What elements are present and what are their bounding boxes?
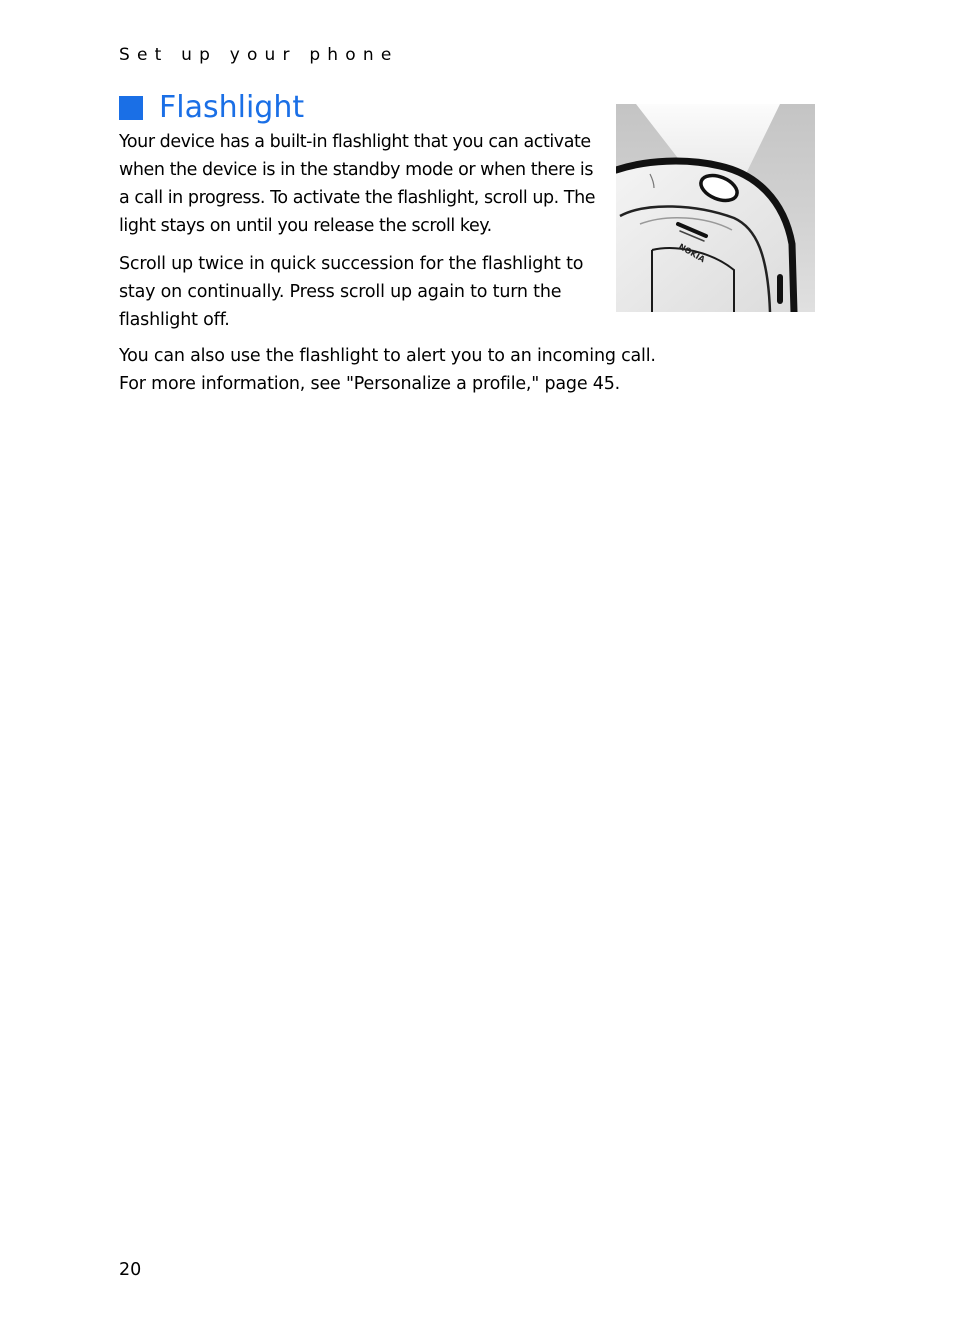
paragraph-line: You can also use the flashlight to alert you to an incoming call. [119,346,656,366]
running-header: Set up your phone [119,45,399,65]
paragraph-activate [119,128,609,240]
phone-flashlight-icon [616,104,815,312]
section-title: Flashlight [159,90,305,125]
paragraph-line: Your device has a built-in flashlight that you can activate [119,132,591,152]
paragraph-line: light stays on until you release the scroll key. [119,216,492,236]
paragraph-line: flashlight off. [119,310,230,330]
heading-marker-icon [119,96,143,120]
paragraph-line: stay on continually. Press scroll up again to turn the [119,282,562,302]
section-heading [119,88,304,128]
nokia-brand-text: NOKIA [677,241,707,265]
paragraph-line: a call in progress. To activate the flashlight, scroll up. The [119,188,596,208]
paragraph-continuous [119,250,609,334]
paragraph-line: Scroll up twice in quick succession for the flashlight to [119,254,584,274]
page-number: 20 [119,1260,142,1280]
phone-flashlight-figure [616,104,815,312]
paragraph-alert [119,342,689,398]
paragraph-line: when the device is in the standby mode or when there is [119,160,593,180]
paragraph-line: For more information, see "Personalize a profile," page 45. [119,374,620,394]
